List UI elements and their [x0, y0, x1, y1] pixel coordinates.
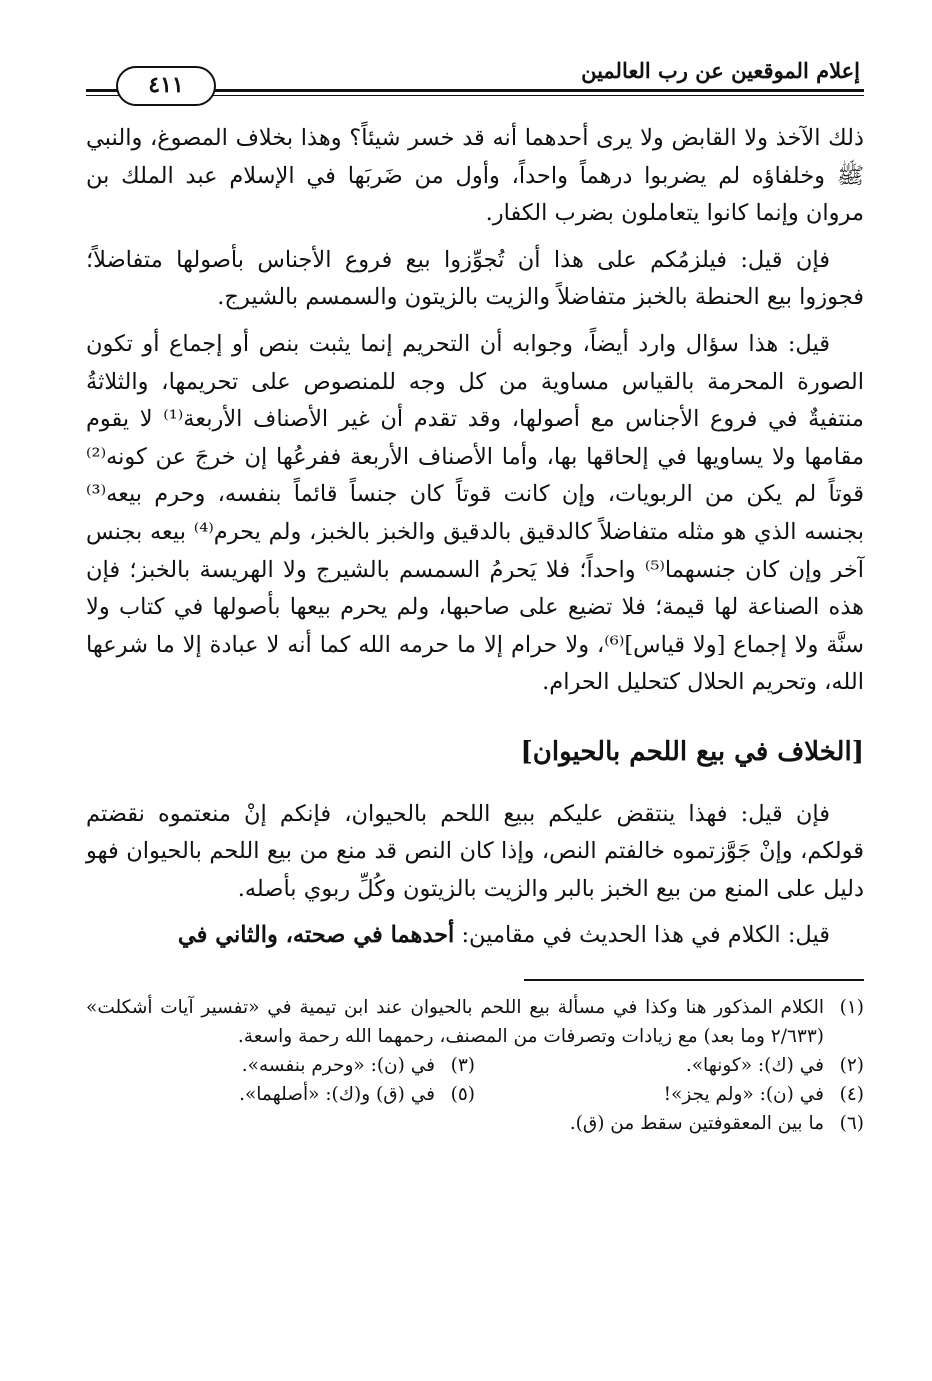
footnote [86, 1109, 864, 1138]
main-text [86, 120, 864, 955]
book-page [86, 52, 864, 1138]
footnote [475, 1080, 864, 1109]
footnote [475, 1051, 864, 1080]
paragraph [86, 917, 864, 955]
footnote-pair [86, 1051, 864, 1080]
paragraph: فإن قيل: فيلزمُكم على هذا أن تُجوِّزوا بيع فروع الأجناس بأصولها متفاضلاً؛ فجوزوا بيع الحنطة بالخبز متفاضلاً والزيت بالزيتون والسمسم بالشيرج. [86, 246, 864, 311]
footnote-text: في (ن): «وحرم بنفسه». [241, 1054, 435, 1076]
footnote-number: (٥) [450, 1083, 475, 1105]
footnote-pair [86, 1080, 864, 1109]
footnote [86, 993, 864, 1051]
section-title: [الخلاف في بيع اللحم بالحيوان] [520, 736, 864, 767]
paragraph: فإن قيل: فهذا ينتقض عليكم ببيع اللحم بالحيوان، فإنكم إنْ منعتموه نقضتم قولكم، وإنْ جَوَّزتموه خالفتم النص، وإذا كان النص قد منع من بيع اللحم بالحيوان فهو دليل على المنع من بيع الخبز بالبر والزيت بالزيتون وكُلِّ ربوي بأصله. [86, 800, 864, 902]
paragraph: ذلك الآخذ ولا القابض ولا يرى أحدهما أنه قد خسر شيئاً؟ وهذا بخلاف المصوغ، والنبي ﷺ وخلفاؤه لم يضربوا درهماً واحداً، وأول من ضَربَها في الإسلام عبد الملك بن مروان وإنما كانوا يتعاملون بضرب الكفار. [86, 125, 864, 227]
footnote-number: (٤) [839, 1083, 864, 1105]
footnote-number: (٣) [450, 1054, 475, 1076]
paragraph-lead: قيل: الكلام في هذا الحديث في مقامين: [454, 922, 830, 949]
footnote-text: في (ن): «ولم يجز»! [663, 1083, 824, 1105]
footnote-number: (١) [839, 996, 864, 1018]
footnote [86, 1051, 475, 1080]
running-title: إعلام الموقعين عن رب العالمين [581, 58, 860, 83]
footnote-text: في (ق) و(ك): «أصلهما». [239, 1083, 435, 1105]
bold-term: أحدهما في صحته، [285, 922, 455, 949]
footnote-text: الكلام المذكور هنا وكذا في مسألة بيع اللحم بالحيوان عند ابن تيمية في «تفسير آيات أشكلت» (٢/٦٣٣ وما بعد) مع زيادات وتصرفات من المصنف، رحمهما الله رحمة واسعة. [86, 996, 824, 1047]
footnotes [86, 993, 864, 1138]
page-header [86, 52, 864, 98]
paragraph: قيل: هذا سؤال وارد أيضاً، وجوابه أن التحريم إنما يثبت بنص أو إجماع أو تكون الصورة المحرمة بالقياس مساوية من كل وجه للمنصوص على تحريمها، والثلاثةُ منتفيةٌ في فروع الأجناس مع أصولها، وقد تقدم أن غير الأصناف الأربعة⁽¹⁾ لا يقوم مقامها ولا يساويها في إلحاقها بها، وأما الأصناف الأربعة ففرعُها إن خرجَ عن كونه⁽²⁾ قوتاً لم يكن من الربويات، وإن كانت قوتاً كان جنساً قائماً بنفسه، وحرم بيعه⁽³⁾ بجنسه الذي هو مثله متفاضلاً كالدقيق بالدقيق والخبز بالخبز، ولم يحرم⁽⁴⁾ بيعه بجنس آخر وإن كان جنسهما⁽⁵⁾ واحداً؛ فلا يَحرمُ السمسم بالشيرج ولا الهريسة بالخبز؛ فإن هذه الصناعة لها قيمة؛ فلا تضيع على صاحبها، ولم يحرم بيعها بأصولها في كتاب ولا سنَّة ولا إجماع [ولا قياس]⁽⁶⁾، ولا حرام إلا ما حرمه الله كما أنه لا عبادة إلا ما شرعها الله، وتحريم الحلال كتحليل الحرام. [86, 330, 864, 696]
bold-term: والثاني في [177, 922, 286, 949]
footnote [86, 1080, 475, 1109]
footnote-number: (٢) [839, 1054, 864, 1076]
footnote-number: (٦) [839, 1112, 864, 1134]
footnote-text: في (ك): «كونها». [685, 1054, 824, 1076]
footnote-rule [524, 979, 864, 981]
footnote-text: ما بين المعقوفتين سقط من (ق). [569, 1112, 824, 1134]
page-number-badge: ٤١١ [116, 66, 216, 106]
